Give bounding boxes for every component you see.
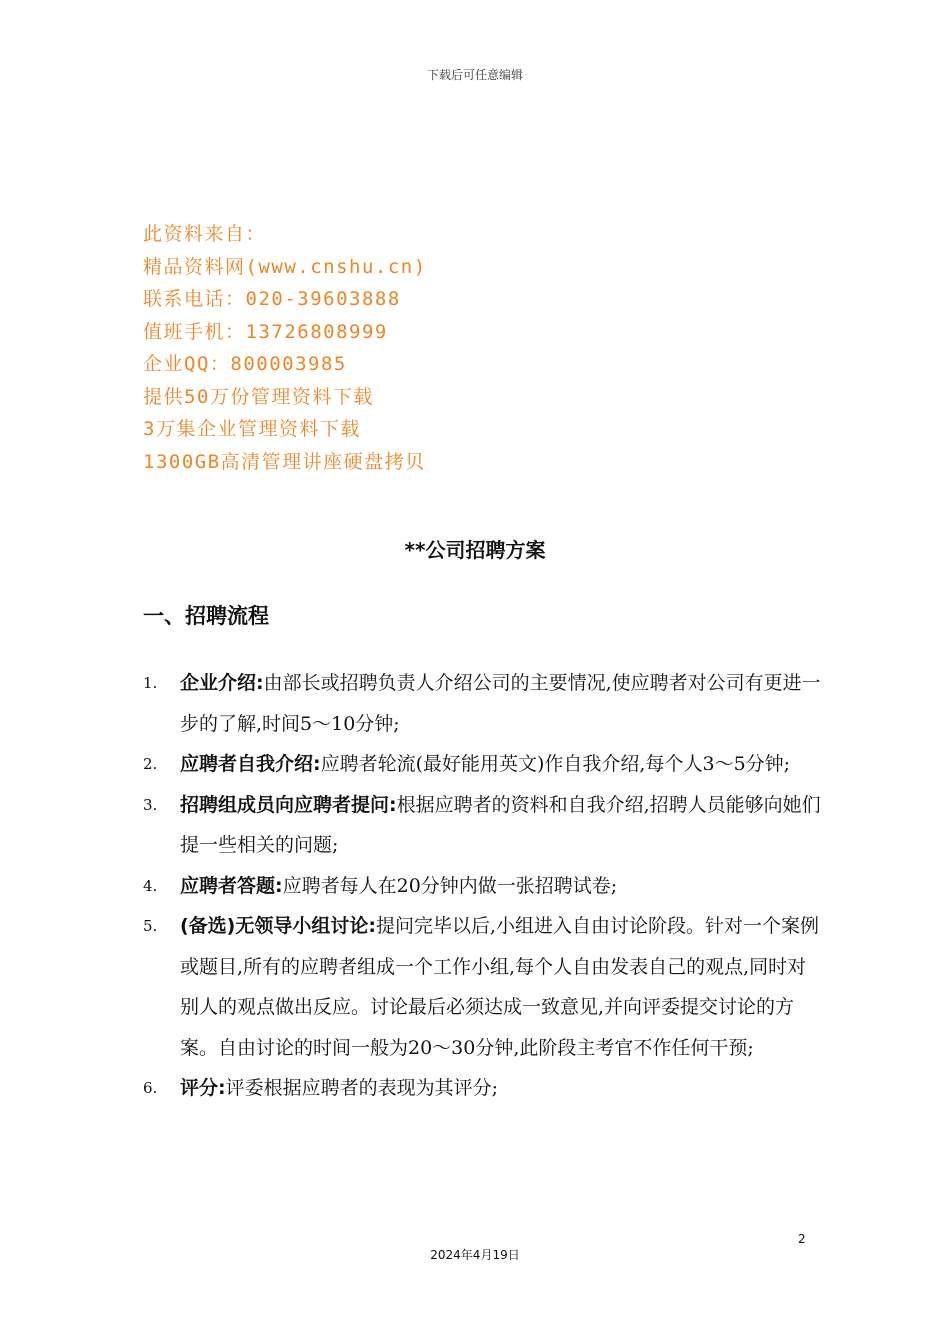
item-number: 6. bbox=[143, 1079, 158, 1097]
item-number: 4. bbox=[143, 876, 158, 895]
promo-line: 提供50万份管理资料下载 bbox=[143, 385, 374, 408]
item-number: 2. bbox=[143, 755, 158, 773]
item-term: 应聘者自我介绍: bbox=[180, 753, 321, 775]
list-item bbox=[143, 1068, 823, 1109]
item-number: 1. bbox=[143, 674, 158, 692]
list-item bbox=[143, 866, 823, 907]
promo-line: 值班手机：13726808999 bbox=[143, 320, 388, 343]
item-term: 评分: bbox=[180, 1077, 226, 1099]
list-item bbox=[143, 744, 823, 785]
promo-line: 精品资料网(www.cnshu.cn) bbox=[143, 255, 427, 278]
item-term: 招聘组成员向应聘者提问: bbox=[180, 793, 397, 816]
page-number: 2 bbox=[798, 1232, 806, 1246]
promo-line: 此资料来自： bbox=[143, 223, 267, 245]
promo-line: 企业QQ：800003985 bbox=[143, 353, 347, 375]
item-term: 应聘者答题: bbox=[180, 874, 283, 897]
list-item bbox=[143, 906, 823, 1068]
item-text: 评委根据应聘者的表现为其评分; bbox=[225, 1077, 499, 1099]
item-text: 应聘者轮流(最好能用英文)作自我介绍,每个人3～5分钟; bbox=[320, 753, 791, 775]
item-term: (备选)无领导小组讨论: bbox=[180, 915, 376, 937]
list-item bbox=[143, 785, 823, 866]
section-heading: 一、招聘流程 bbox=[143, 604, 269, 628]
item-text: 根据应聘者的资料和自我介绍,招聘人员能够向她们提一些相关的问题; bbox=[180, 793, 821, 856]
promo-line: 联系电话：020-39603888 bbox=[143, 288, 401, 310]
promo-block bbox=[143, 218, 427, 478]
item-number: 5. bbox=[143, 917, 158, 935]
step-list bbox=[143, 663, 823, 1109]
page-header: 下载后可任意编辑 bbox=[426, 68, 523, 82]
list-item bbox=[143, 663, 823, 744]
item-term: 企业介绍: bbox=[180, 672, 264, 694]
item-text: 应聘者每人在20分钟内做一张招聘试卷; bbox=[282, 874, 618, 897]
promo-line: 1300GB高清管理讲座硬盘拷贝 bbox=[143, 450, 426, 473]
item-text: 由部长或招聘负责人介绍公司的主要情况,使应聘者对公司有更进一步的了解,时间5～10分钟; bbox=[180, 672, 821, 735]
page-footer-date: 2024年4月19日 bbox=[430, 1248, 520, 1262]
document-title: **公司招聘方案 bbox=[404, 538, 546, 562]
item-text: 提问完毕以后,小组进入自由讨论阶段。针对一个案例或题目,所有的应聘者组成一个工作小组,每个人自由发表自己的观点,同时对别人的观点做出反应。讨论最后必须达成一致意见,并向评委提交讨论的方案。自由讨论的时间一般为20～30分钟,此阶段主考官不作任何干预; bbox=[180, 915, 820, 1059]
promo-line: 3万集企业管理资料下载 bbox=[143, 418, 361, 440]
item-number: 3. bbox=[143, 795, 158, 814]
